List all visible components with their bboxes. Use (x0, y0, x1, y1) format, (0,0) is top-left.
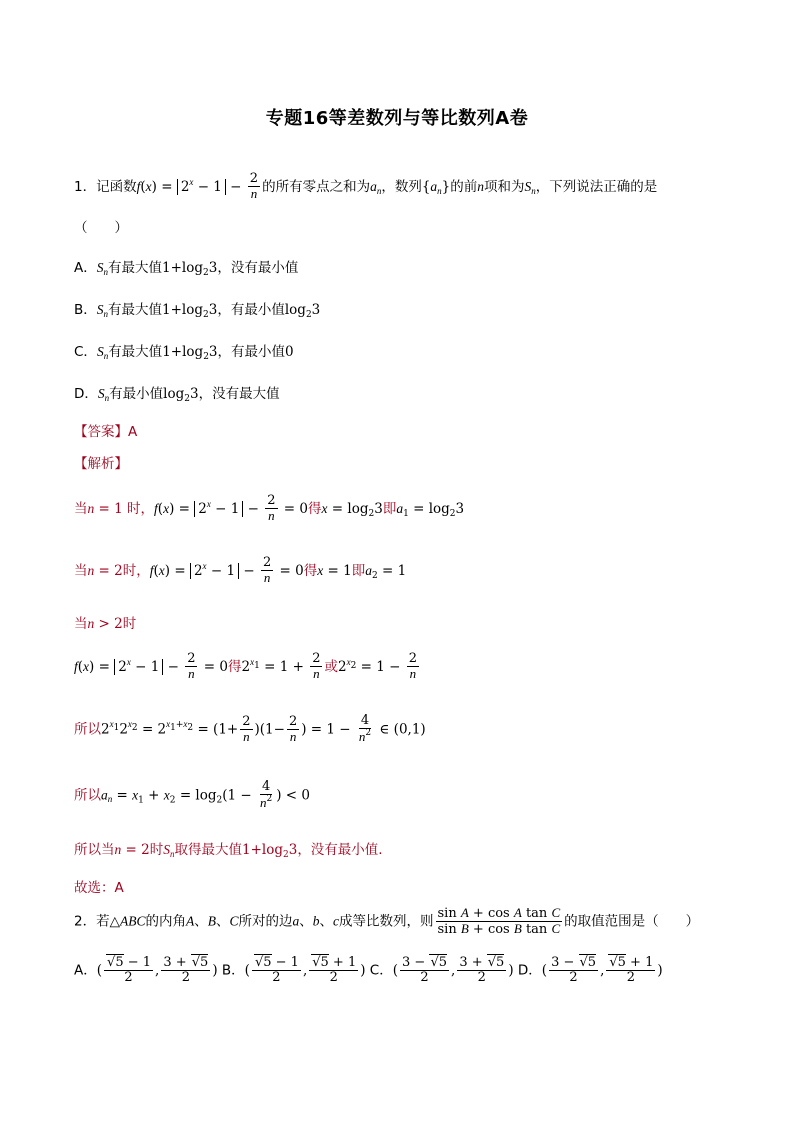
q1-step-3: 当n > 2时 (74, 616, 137, 632)
q2-option-b-label: B． (221, 962, 245, 979)
step5-pre: 所以 (74, 721, 101, 738)
step7-mid2: 取得最大值 (174, 842, 242, 858)
page-title: 专题16等差数列与等比数列A卷 (265, 108, 529, 129)
q1-stem-post: ，下列说法正确的是 (535, 178, 658, 195)
step6-pre: 所以 (74, 787, 101, 804)
q2-option-c-label: C． (369, 962, 393, 979)
step1-mid: 时， (127, 500, 155, 517)
q1-stem-mid: 的所有零点之和为 (262, 178, 371, 195)
option-a-text1: 有最大值 (108, 260, 162, 276)
option-b-text1: 有最大值 (108, 302, 163, 318)
q1-stem: 1．记函数$f(x) = 2^x - 1$ − $\frac{2}{n}$ 的所有零点之和为$a_n$，数列$\{a_n\}$的前n项和为$S_n$，下列说法正确的是 (74, 171, 658, 202)
q1-step-7: 所以当n = 2时$S_n$取得最大值$1+\log_23$，没有最小值. (74, 842, 383, 860)
q1-step-1: 当n = 1 时，$f(x) = 2^x - 1$ − $\frac{2}{n}$ = 0得$x = \log_23$即$a_1 = \log_23$ (74, 493, 465, 524)
step2-ji: 即 (351, 562, 366, 579)
q2-option-d-label: D． (517, 962, 542, 979)
option-d-text2: ，没有最大值 (198, 386, 280, 402)
q2-stem-mid: 的内角 (145, 913, 186, 930)
q1-answer (74, 420, 137, 440)
option-a-label: A． (74, 260, 97, 276)
q1-step-6: 所以$a_n = x_1 + x_2 = \log_2(1$ − $\frac{4}{n^2}$ ) < 0 (74, 779, 310, 811)
option-b-text2: ，有最小值 (217, 302, 285, 318)
step4-or: 或 (324, 658, 338, 675)
step7-post: ，没有最小值. (297, 842, 383, 858)
q1-option-d: D．$S_n$有最小值$\log_23$，没有最大值 (74, 386, 280, 404)
step7-pre: 所以当 (74, 842, 115, 858)
step3-post: 时 (122, 616, 137, 632)
q2-stem-pre: 2．若 (74, 913, 110, 930)
q1-stem-mid2: ，数列 (381, 178, 422, 195)
q2-stem: 2．若△ABC的内角A、B、C所对的边a、b、c成等比数列，则 $\frac{\text{sin A + cos A tan C}}{\text{sin B + cos B tan C}}$ 的取值范围是（ ） (74, 905, 700, 938)
step1-pre: 当 (74, 500, 88, 517)
step2-mid: 时， (122, 562, 150, 579)
q1-step-4: $f(x) = 2^x - 1$ − $\frac{2}{n}$ = 0得$2^{x_1} = 1$ + $\frac{2}{n}$ 或$2^{x_2} = 1$ − $\frac{2}{n}$ (74, 651, 417, 682)
q1-stem-pre: 1．记函数 (74, 178, 137, 195)
analysis-label: 【解析】 (74, 456, 128, 472)
conclusion-text: 故选：A (74, 880, 124, 896)
option-d-label: D． (74, 386, 98, 402)
step4-de: 得 (227, 658, 242, 675)
q1-paren: （ ） (74, 220, 128, 236)
option-c-text2: ，有最小值 (217, 344, 286, 360)
step3-pre: 当 (74, 616, 88, 632)
option-c-label: C． (74, 344, 97, 360)
option-a-text2: ，没有最小值 (217, 260, 299, 276)
q1-option-a: A．$S_n$有最大值$1+\log_23$，没有最小值 (74, 260, 299, 278)
step2-pre: 当 (74, 562, 88, 579)
q1-conclusion (74, 876, 124, 896)
q2-options: A．( $\frac{√5 - 1}{2}$ , $\frac{3 + √5}{2}$ ) B．( $\frac{√5 - 1}{2}$ , $\frac{√5 + 1}{2}$ ) C．( $\frac{3 - √5}{2}$ , $\frac{3 + √5}{2}$ ) D．( $\frac{3 - √5}{2}$ , $\frac{√5 + 1}{2}$ ) (74, 955, 663, 986)
step7-mid: 时 (149, 842, 164, 858)
q1-stem-mid3: 的前 (450, 178, 478, 195)
q2-stem-post: 的取值范围是（ ） (564, 913, 700, 930)
step1-de: 得 (308, 500, 322, 517)
answer-label: 【答案】 (74, 424, 128, 440)
step2-de: 得 (303, 562, 318, 579)
q2-stem-mid3: 成等比数列，则 (339, 913, 434, 930)
q1-option-b: B．$S_n$有最大值$1+\log_23$，有最小值$\log_23$ (74, 302, 321, 320)
q1-step-2: 当n = 2时，$f(x) = 2^x - 1$ − $\frac{2}{n}$ = 0得x = 1即$a_2 = 1$ (74, 555, 407, 586)
option-c-text1: 有最大值 (108, 344, 163, 360)
q2-stem-mid2: 所对的边 (238, 913, 293, 930)
q2-option-a-label: A． (74, 962, 97, 979)
q1-step-5: 所以$2^{x_1}2^{x_2} = 2^{x_1+x_2} = (1+$ $\frac{2}{n}$ )(1− $\frac{2}{n}$ ) = 1 − $\frac{4}{n^2}$ ∈ (0,1) (74, 713, 426, 745)
answer-value: A (128, 424, 138, 440)
q1-option-c: C．$S_n$有最大值$1+\log_23$，有最小值0 (74, 344, 294, 362)
step1-ji: 即 (382, 500, 397, 517)
option-d-text1: 有最小值 (109, 386, 164, 402)
q1-stem-mid4: 项和为 (484, 178, 525, 195)
option-b-label: B． (74, 302, 97, 318)
q1-analysis-label (74, 452, 128, 472)
